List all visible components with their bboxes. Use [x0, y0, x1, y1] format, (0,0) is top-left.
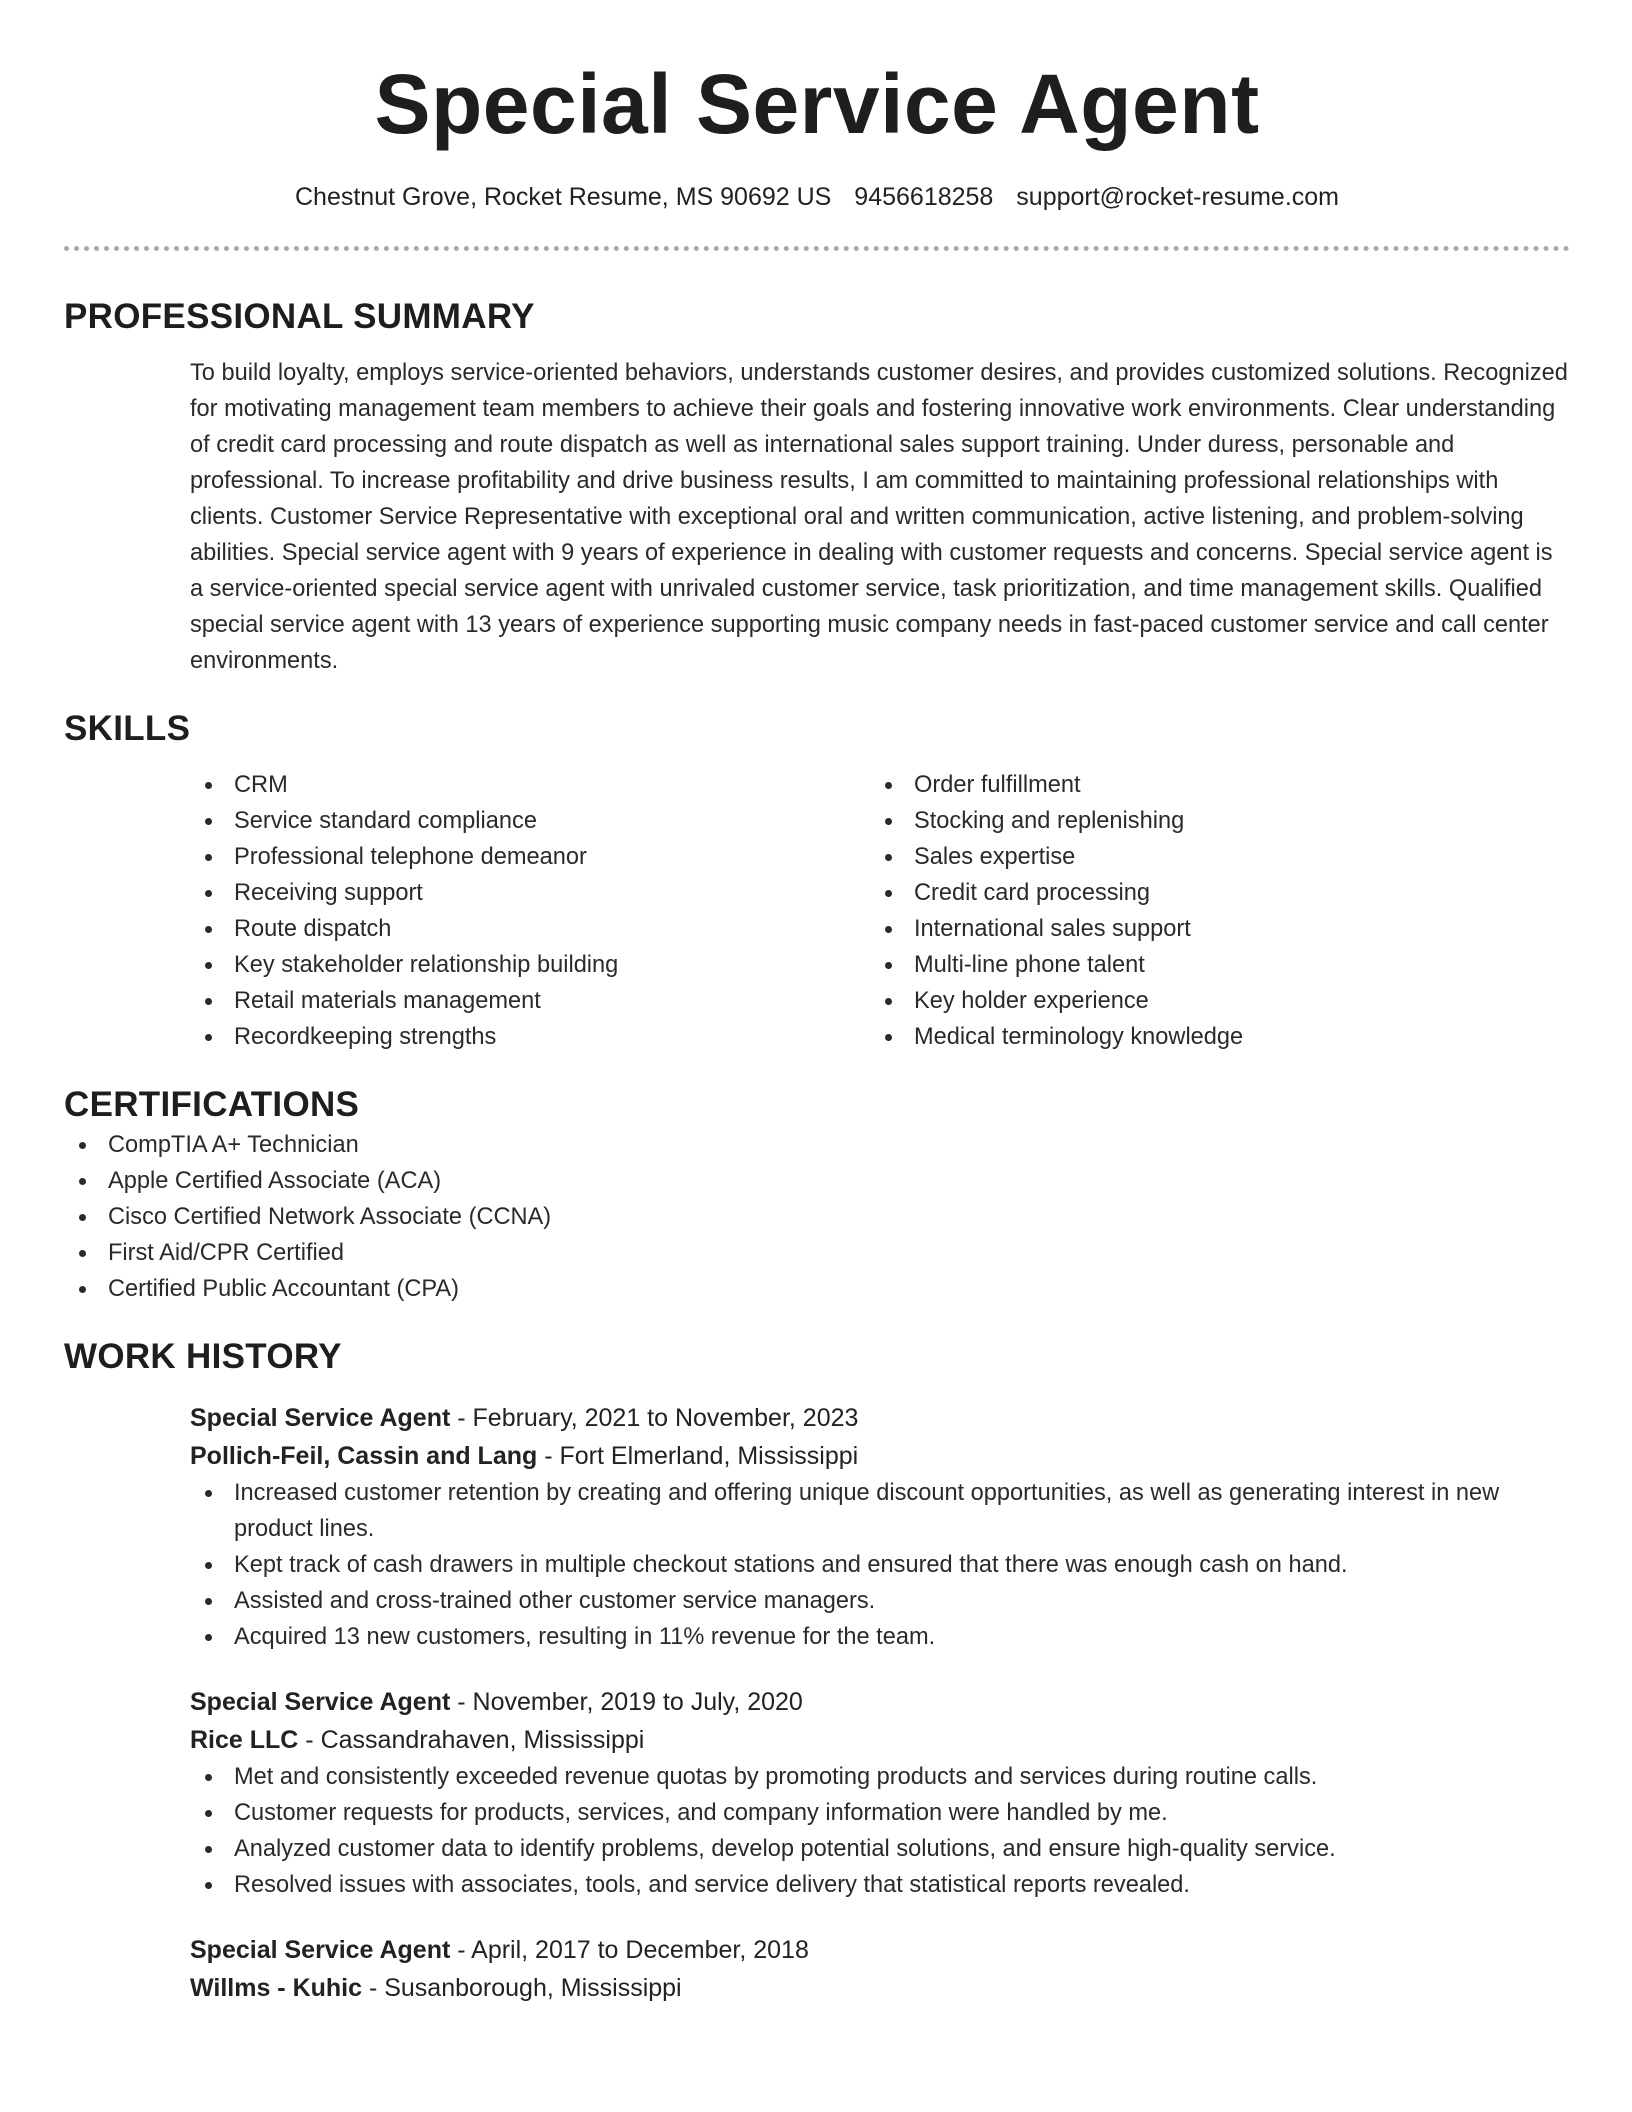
certification-item: First Aid/CPR Certified: [64, 1235, 1570, 1271]
certification-item: Cisco Certified Network Associate (CCNA): [64, 1199, 1570, 1235]
skill-item: Multi-line phone talent: [870, 947, 1550, 983]
job-entry: [190, 1683, 1570, 1903]
job-title-line: [190, 1399, 1570, 1437]
skill-item: Sales expertise: [870, 839, 1550, 875]
job-company: Willms - Kuhic: [190, 1974, 363, 2002]
summary-heading: PROFESSIONAL SUMMARY: [64, 297, 535, 336]
job-duty-item: Kept track of cash drawers in multiple checkout stations and ensured that there was enough cash on hand.: [190, 1547, 1570, 1583]
job-duties: [190, 1475, 1570, 1655]
skills-heading: SKILLS: [64, 709, 191, 748]
summary-text: To build loyalty, employs service-oriented behaviors, understands customer desires, and provides customized solutions. Recognized for motivating management team members to achieve their goals and fostering innovative work environments. Clear understanding of credit card processing and route dispatch as well as international sales support training. Under duress, personable and professional. To increase profitability and drive business results, I am committed to maintaining professional relationships with clients. Customer Service Representative with exceptional oral and written communication, active listening, and problem-solving abilities. Special service agent with 9 years of experience in dealing with customer requests and concerns. Special service agent is a service-oriented special service agent with unrivaled customer service, task prioritization, and time management skills. Qualified special service agent with 13 years of experience supporting music company needs in fast-paced customer service and call center environments.: [190, 360, 1568, 674]
resume-name: Special Service Agent: [374, 57, 1260, 151]
job-dates: - April, 2017 to December, 2018: [450, 1936, 809, 1964]
job-title-line: [190, 1683, 1570, 1721]
job-duty-item: Resolved issues with associates, tools, and service delivery that statistical reports revealed.: [190, 1867, 1570, 1903]
skill-item: Stocking and replenishing: [870, 803, 1550, 839]
skill-item: Medical terminology knowledge: [870, 1019, 1550, 1055]
job-duty-item: Customer requests for products, services, and company information were handled by me.: [190, 1795, 1570, 1831]
job-duty-item: Met and consistently exceeded revenue quotas by promoting products and services during routine calls.: [190, 1759, 1570, 1795]
skill-item: Credit card processing: [870, 875, 1550, 911]
skills-list-left: [190, 767, 870, 1055]
skill-item: CRM: [190, 767, 870, 803]
job-duty-item: Increased customer retention by creating and offering unique discount opportunities, as well as generating interest in new product lines.: [190, 1475, 1570, 1547]
resume-page: [64, 0, 1570, 2007]
job-company-line: [190, 1721, 1570, 1759]
job-title-line: [190, 1931, 1570, 1969]
certifications-heading: CERTIFICATIONS: [64, 1085, 360, 1124]
job-location: - Susanborough, Mississippi: [362, 1974, 682, 2002]
contact-email: support@rocket-resume.com: [1016, 183, 1340, 211]
job-role: Special Service Agent: [190, 1688, 451, 1716]
job-company-line: [190, 1969, 1570, 2007]
skill-item: Recordkeeping strengths: [190, 1019, 870, 1055]
job-duty-item: Assisted and cross-trained other customer service managers.: [190, 1583, 1570, 1619]
contact-info: [64, 180, 1570, 214]
skill-item: Key stakeholder relationship building: [190, 947, 870, 983]
certification-item: Certified Public Accountant (CPA): [64, 1271, 1570, 1307]
skill-item: Receiving support: [190, 875, 870, 911]
work-history-heading: WORK HISTORY: [64, 1337, 342, 1376]
contact-address: Chestnut Grove, Rocket Resume, MS 90692 US: [294, 183, 832, 211]
job-location: - Cassandrahaven, Mississippi: [298, 1726, 645, 1754]
certification-item: Apple Certified Associate (ACA): [64, 1163, 1570, 1199]
skill-item: Retail materials management: [190, 983, 870, 1019]
header-divider: [64, 246, 1570, 251]
job-role: Special Service Agent: [190, 1936, 451, 1964]
job-role: Special Service Agent: [190, 1404, 451, 1432]
certification-item: CompTIA A+ Technician: [64, 1127, 1570, 1163]
skills-column-left: [190, 767, 870, 1055]
skill-item: International sales support: [870, 911, 1550, 947]
skills-columns: [190, 767, 1570, 1055]
skill-item: Service standard compliance: [190, 803, 870, 839]
job-location: - Fort Elmerland, Mississippi: [537, 1442, 859, 1470]
job-entry: [190, 1931, 1570, 2007]
job-duties: [190, 1759, 1570, 1903]
job-duty-item: Analyzed customer data to identify problems, develop potential solutions, and ensure high-quality service.: [190, 1831, 1570, 1867]
job-duty-item: Acquired 13 new customers, resulting in 11% revenue for the team.: [190, 1619, 1570, 1655]
job-dates: - November, 2019 to July, 2020: [450, 1688, 803, 1716]
skill-item: Key holder experience: [870, 983, 1550, 1019]
certifications-list: [64, 1127, 1570, 1307]
skill-item: Order fulfillment: [870, 767, 1550, 803]
job-entry: [190, 1399, 1570, 1655]
job-company-line: [190, 1437, 1570, 1475]
job-company: Rice LLC: [190, 1726, 299, 1754]
job-company: Pollich-Feil, Cassin and Lang: [190, 1442, 538, 1470]
skill-item: Professional telephone demeanor: [190, 839, 870, 875]
skill-item: Route dispatch: [190, 911, 870, 947]
skills-list-right: [870, 767, 1550, 1055]
job-dates: - February, 2021 to November, 2023: [450, 1404, 859, 1432]
skills-column-right: [870, 767, 1550, 1055]
contact-phone: 9456618258: [854, 183, 994, 211]
